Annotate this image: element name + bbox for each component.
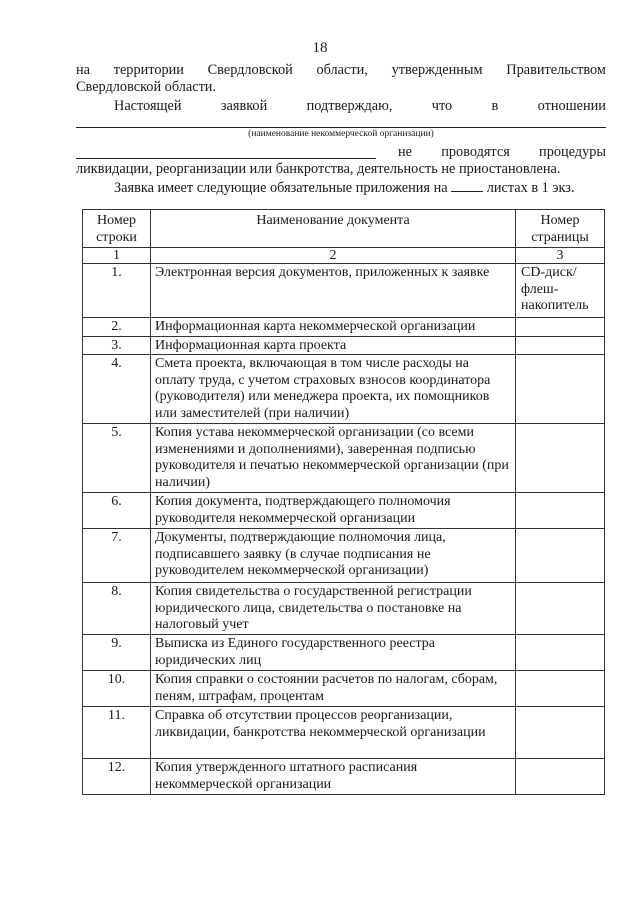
intro-word: проводятся: [441, 144, 510, 160]
intro-line-6: [114, 179, 640, 197]
document-name: Копия устава некоммерческой организации (со всеми изменениями и дополнениями), заверенная подписью руководителя и печатью некоммерческой организации (при наличии): [151, 424, 516, 493]
row-number: 7.: [83, 529, 151, 583]
table-row: [83, 424, 605, 493]
table-row: [83, 635, 605, 671]
intro-word: процедуры: [539, 144, 606, 160]
document-name: Смета проекта, включающая в том числе расходы на оплату труда, с учетом страховых взносов координатора (руководителя) или менеджера проекта, их помощников или заместителей (при наличии): [151, 355, 516, 424]
table-row: [83, 336, 605, 355]
table-row: [83, 707, 605, 759]
page-number: 18: [312, 40, 328, 56]
document-name: Информационная карта проекта: [151, 336, 516, 355]
table-row: [83, 759, 605, 795]
intro-word: Правительством: [506, 62, 606, 78]
table-row: [83, 355, 605, 424]
header-row-number: Номер строки: [83, 210, 151, 248]
intro-word: отношении: [537, 98, 606, 114]
document-name: Документы, подтверждающие полномочия лица, подписавшего заявку (в случае подписания не руководителем некоммерческой организации): [151, 529, 516, 583]
page-number-cell: [516, 635, 605, 671]
row-number: 6.: [83, 493, 151, 529]
page-number-cell: CD-диск/ флеш-накопитель: [516, 264, 605, 318]
table-row: [83, 583, 605, 635]
document-name: Копия свидетельства о государственной регистрации юридического лица, свидетельства о постановке на налоговый учет: [151, 583, 516, 635]
page-number-cell: [516, 671, 605, 707]
attachments-text: Заявка имеет следующие обязательные приложения на: [114, 180, 448, 196]
intro-line-4: [398, 144, 606, 161]
row-number: 8.: [83, 583, 151, 635]
intro-word: утвержденным: [391, 62, 483, 78]
intro-word: не: [398, 144, 412, 160]
row-number: 3.: [83, 336, 151, 355]
page-number-cell: [516, 583, 605, 635]
document-name: Копия справки о состоянии расчетов по налогам, сборам, пеням, штрафам, процентам: [151, 671, 516, 707]
intro-word: заявкой: [220, 98, 268, 114]
row-number: 5.: [83, 424, 151, 493]
table-row: [83, 671, 605, 707]
intro-line-3: [114, 98, 606, 115]
row-number: 12.: [83, 759, 151, 795]
row-number: 4.: [83, 355, 151, 424]
document-name: Копия документа, подтверждающего полномочия руководителя некоммерческой организации: [151, 493, 516, 529]
header-page-number: Номер страницы: [516, 210, 605, 248]
table-row: [83, 529, 605, 583]
intro-word: Настоящей: [114, 98, 182, 114]
intro-word: что: [431, 98, 453, 114]
page-number-cell: [516, 707, 605, 759]
row-number: 2.: [83, 318, 151, 337]
header-document-name: Наименование документа: [151, 210, 516, 248]
sheets-count-blank: [451, 179, 483, 192]
column-number: 1: [83, 248, 151, 264]
attachments-table: [82, 209, 605, 795]
table-header-row: [83, 210, 605, 248]
org-name-underline: [76, 127, 606, 128]
document-name: Информационная карта некоммерческой организации: [151, 318, 516, 337]
document-name: Справка об отсутствии процессов реорганизации, ликвидации, банкротства некоммерческой организации: [151, 707, 516, 759]
intro-word: области,: [316, 62, 368, 78]
column-number: 3: [516, 248, 605, 264]
page-number-cell: [516, 529, 605, 583]
row-number: 9.: [83, 635, 151, 671]
table-row: [83, 264, 605, 318]
intro-word: на: [76, 62, 90, 78]
page-number-cell: [516, 424, 605, 493]
intro-word: в: [491, 98, 499, 114]
intro-line-5: ликвидации, реорганизации или банкротства, деятельность не приостановлена.: [76, 161, 561, 177]
intro-word: подтверждаю,: [306, 98, 393, 114]
document-name: Копия утвержденного штатного расписания некоммерческой организации: [151, 759, 516, 795]
page-number-cell: [516, 493, 605, 529]
page-number-cell: [516, 759, 605, 795]
org-name-caption: (наименование некоммерческой организации): [248, 129, 434, 139]
page-number-cell: [516, 336, 605, 355]
document-name: Электронная версия документов, приложенных к заявке: [151, 264, 516, 318]
intro-line-1: [76, 62, 606, 79]
column-numbers-row: [83, 248, 605, 264]
column-number: 2: [151, 248, 516, 264]
row-number: 1.: [83, 264, 151, 318]
row-number: 10.: [83, 671, 151, 707]
attachments-text-end: листах в 1 экз.: [486, 180, 575, 196]
row-number: 11.: [83, 707, 151, 759]
intro-line-2: Свердловской области.: [76, 79, 217, 95]
table-row: [83, 318, 605, 337]
intro-word: Свердловской: [207, 62, 293, 78]
page-number-cell: [516, 355, 605, 424]
table-row: [83, 493, 605, 529]
org-name-continuation-underline: [76, 158, 376, 159]
intro-word: территории: [113, 62, 184, 78]
page-number-cell: [516, 318, 605, 337]
document-name: Выписка из Единого государственного реестра юридических лиц: [151, 635, 516, 671]
